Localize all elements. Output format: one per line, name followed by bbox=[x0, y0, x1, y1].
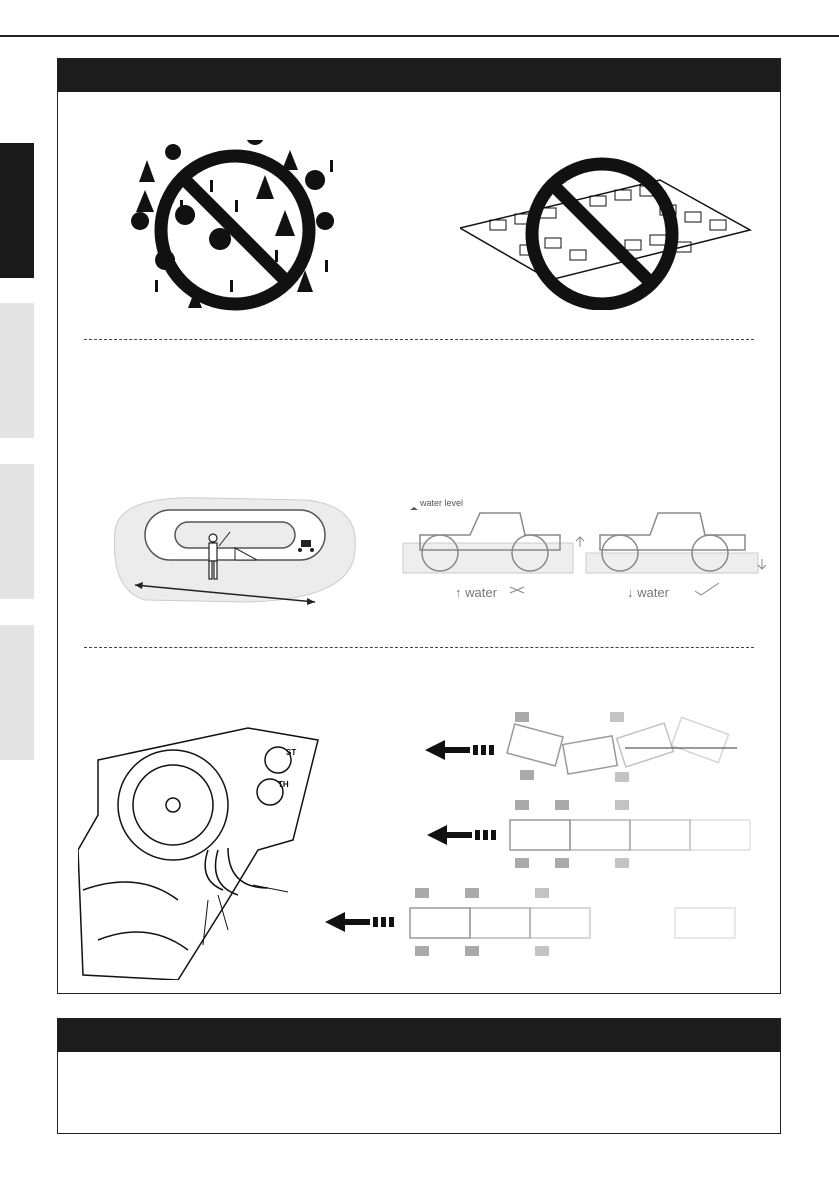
section-tab-2[interactable] bbox=[0, 303, 34, 438]
water-down-label: ↓ water bbox=[627, 585, 669, 600]
transmitter-figure bbox=[78, 720, 328, 980]
section-tab-active[interactable] bbox=[0, 143, 34, 278]
water-up-text: water bbox=[465, 585, 497, 600]
section-tab-4[interactable] bbox=[0, 625, 34, 760]
page-top-rule bbox=[0, 35, 839, 37]
no-parking-lot-figure bbox=[460, 150, 760, 310]
water-down-text: water bbox=[637, 585, 669, 600]
water-level-label: water level bbox=[420, 498, 464, 508]
section-tab-3[interactable] bbox=[0, 464, 34, 599]
notice-panel-header bbox=[58, 1019, 780, 1052]
safety-panel-header bbox=[58, 59, 780, 92]
st-knob-label: ST bbox=[286, 748, 297, 757]
section-divider-2 bbox=[84, 647, 754, 648]
water-up-label: ↑ water bbox=[455, 585, 497, 600]
no-crowded-area-figure bbox=[125, 140, 355, 320]
th-knob-label: TH bbox=[278, 780, 289, 789]
notice-panel bbox=[57, 1018, 781, 1134]
section-divider-1 bbox=[84, 339, 754, 340]
steering-trail-figure bbox=[325, 700, 765, 970]
driving-track-figure bbox=[105, 490, 365, 610]
